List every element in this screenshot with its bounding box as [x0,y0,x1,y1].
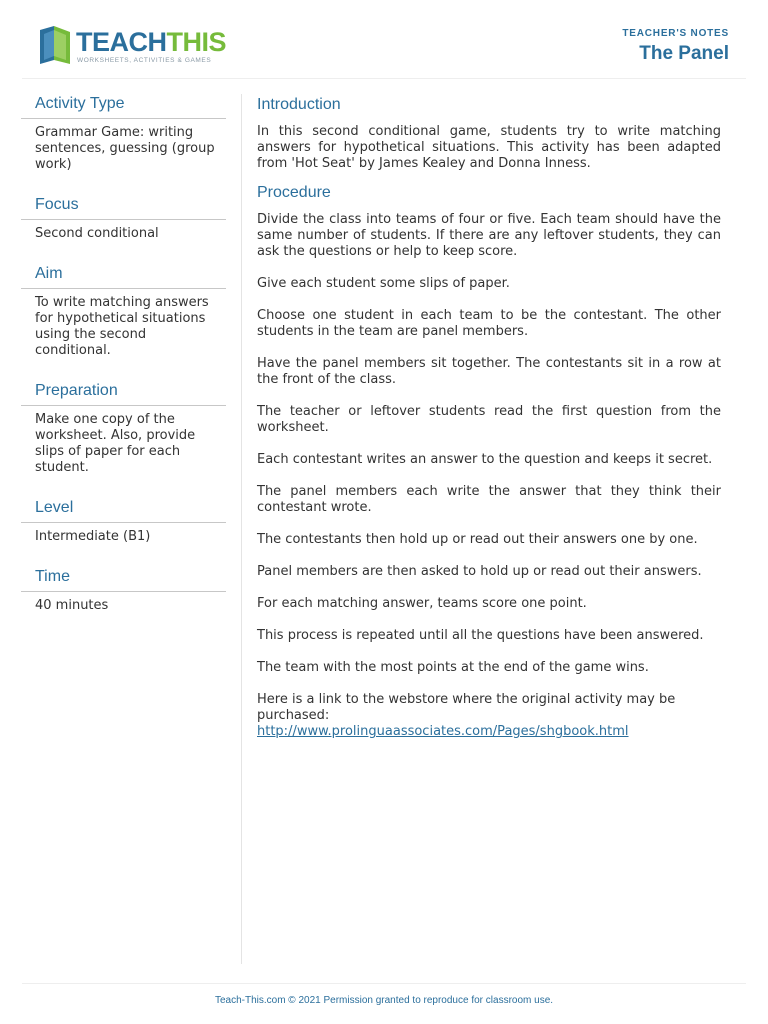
activity-type-heading: Activity Type [21,94,226,119]
procedure-step: This process is repeated until all the questions have been answered. [257,628,704,643]
logo-word-this: THIS [166,27,227,57]
time-section [21,567,226,614]
procedure-step: Panel members are then asked to hold up or read out their answers. [257,564,702,579]
time-text: 40 minutes [35,598,109,613]
preparation-heading: Preparation [21,381,226,406]
webstore-paragraph [257,692,721,740]
teach-this-logo[interactable] [36,24,236,70]
column-divider [241,94,242,964]
focus-section [21,195,226,242]
introduction-text: In this second conditional game, students try to write matching answers for hypothetical situations. This activity has been adapted from 'Hot Seat' by James Kealey and Donna Inness. [257,124,721,171]
preparation-text: Make one copy of the worksheet. Also, provide slips of paper for each student. [35,412,196,475]
sidebar [21,94,226,636]
teachers-notes-label: TEACHER'S NOTES [622,28,729,39]
level-heading: Level [21,498,226,523]
footer-divider [22,983,746,984]
webstore-text: Here is a link to the webstore where the original activity may be purchased: [257,692,676,723]
footer-copyright: Teach-This.com © 2021 Permission granted to reproduce for classroom use. [214,995,554,1006]
focus-text: Second conditional [35,226,159,241]
procedure-step: Give each student some slips of paper. [257,276,510,291]
procedure-heading: Procedure [257,184,331,201]
procedure-step: The contestants then hold up or read out their answers one by one. [257,532,698,547]
activity-type-text: Grammar Game: writing sentences, guessing (group work) [35,125,215,172]
book-logo-icon [36,24,74,66]
procedure-step: Choose one student in each team to be the contestant. The other students in the team are panel members. [257,308,721,339]
focus-heading: Focus [21,195,226,220]
activity-type-section [21,94,226,173]
aim-heading: Aim [21,264,226,289]
procedure-step: The teacher or leftover students read the first question from the worksheet. [257,404,721,435]
aim-section [21,264,226,359]
aim-text: To write matching answers for hypothetical situations using the second conditional. [35,295,209,358]
introduction-heading: Introduction [257,96,341,113]
level-section [21,498,226,545]
procedure-step: For each matching answer, teams score one point. [257,596,587,611]
procedure-step: Each contestant writes an answer to the question and keeps it secret. [257,452,713,467]
preparation-section [21,381,226,476]
level-text: Intermediate (B1) [35,529,151,544]
procedure-step: Divide the class into teams of four or five. Each team should have the same number of students. If there are any leftover students, they can ask the questions or help to keep score. [257,212,721,259]
time-heading: Time [21,567,226,592]
main-content [257,94,721,756]
procedure-step: Have the panel members sit together. The contestants sit in a row at the front of the class. [257,356,721,387]
logo-tagline: WORKSHEETS, ACTIVITIES & GAMES [77,57,212,64]
header-divider [22,78,746,79]
procedure-step: The panel members each write the answer that they think their contestant wrote. [257,484,721,515]
page-title: The Panel [639,43,729,64]
webstore-link[interactable]: http://www.prolinguaassociates.com/Pages/shgbook.html [257,724,629,739]
procedure-step: The team with the most points at the end of the game wins. [257,660,649,675]
logo-word-teach: TEACH [76,27,167,57]
page-header [0,0,768,78]
